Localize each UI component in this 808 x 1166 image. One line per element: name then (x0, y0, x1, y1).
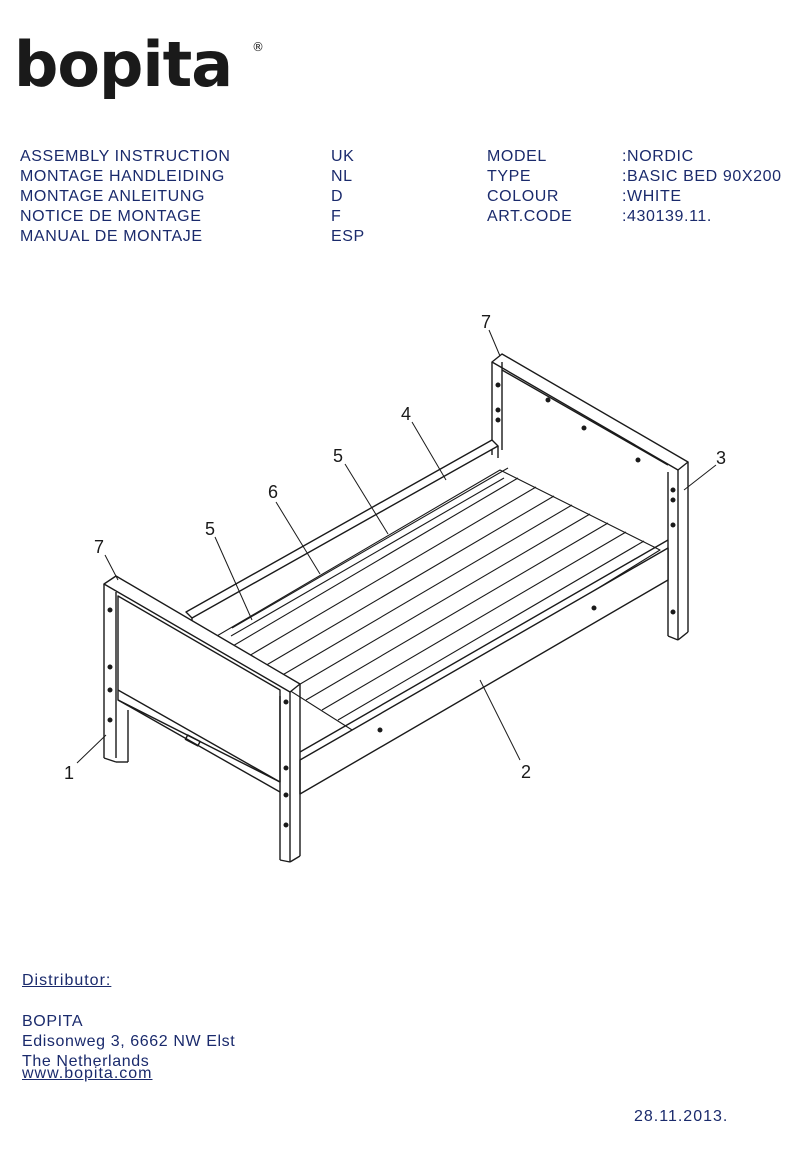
label-model: MODEL (487, 148, 547, 165)
label-type: TYPE (487, 168, 532, 185)
distributor-address-block (22, 1012, 235, 1072)
value-art-code: :430139.11. (622, 208, 712, 225)
value-type: :BASIC BED 90X200 (622, 168, 782, 185)
callout-1: 1 (64, 763, 75, 783)
title-esp: MANUAL DE MONTAJE (20, 228, 203, 245)
callout-3: 3 (716, 448, 727, 468)
bopita-logo: bopita (14, 28, 233, 101)
title-f: NOTICE DE MONTAGE (20, 208, 202, 225)
label-art-code: ART.CODE (487, 208, 573, 225)
document-date: 28.11.2013. (634, 1108, 729, 1125)
code-d: D (331, 188, 344, 205)
code-f: F (331, 208, 342, 225)
product-labels (487, 147, 572, 227)
callout-7-top: 7 (481, 312, 492, 332)
callout-5-front: 5 (205, 519, 216, 539)
callout-5-back: 5 (333, 446, 344, 466)
registered-mark: ® (252, 40, 264, 54)
value-model: :NORDIC (622, 148, 694, 165)
label-colour: COLOUR (487, 188, 560, 205)
distributor-name: BOPITA (22, 1013, 84, 1030)
callout-4: 4 (401, 404, 412, 424)
product-values (622, 147, 782, 227)
language-codes (331, 147, 365, 247)
title-nl: MONTAGE HANDLEIDING (20, 168, 225, 185)
distributor-label: Distributor: (22, 972, 112, 989)
code-esp: ESP (331, 228, 365, 245)
callout-7-left: 7 (94, 537, 105, 557)
code-uk: UK (331, 148, 355, 165)
bed-assembly-diagram (0, 300, 808, 880)
instruction-titles (20, 147, 231, 247)
distributor-address: Edisonweg 3, 6662 NW Elst (22, 1033, 236, 1050)
code-nl: NL (331, 168, 353, 185)
title-d: MONTAGE ANLEITUNG (20, 188, 206, 205)
website-link[interactable]: www.bopita.com (22, 1065, 153, 1082)
callout-2: 2 (521, 762, 532, 782)
value-colour: :WHITE (622, 188, 682, 205)
title-uk: ASSEMBLY INSTRUCTION (20, 148, 231, 165)
distributor-country: The Netherlands (22, 1053, 150, 1070)
callout-6: 6 (268, 482, 279, 502)
